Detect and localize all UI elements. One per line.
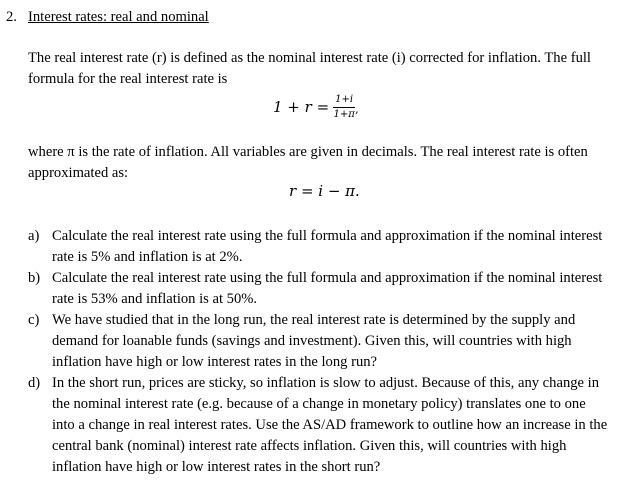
question-label: d) — [28, 375, 41, 391]
question-text: We have studied that in the long run, the real interest rate is determined by the supply and demand for loanable funds (savings and investment). Given this, will countries with high inflation have high or low interest rates in the long run? — [52, 312, 576, 370]
question-list — [28, 226, 608, 478]
approx-formula-text: r = i − π. — [289, 182, 360, 200]
formula-lhs: 1 + r = — [273, 98, 330, 116]
question-item-a — [28, 226, 608, 268]
formula-numerator: 1+i — [333, 94, 355, 108]
section-heading — [6, 8, 209, 26]
question-label: b) — [28, 270, 41, 286]
formula-denominator: 1+π — [333, 108, 355, 120]
full-formula — [273, 90, 359, 124]
question-item-d — [28, 373, 608, 478]
section-title: Interest rates: real and nominal — [28, 9, 209, 25]
section-number: 2. — [6, 9, 17, 25]
approx-formula — [289, 182, 360, 200]
middle-paragraph: where π is the rate of inflation. All variables are given in decimals. The real interest rate is often approximated as: — [28, 144, 588, 181]
formula-trail: , — [355, 103, 359, 116]
formula-fraction — [333, 94, 355, 121]
question-item-b — [28, 268, 608, 310]
question-text: Calculate the real interest rate using the full formula and approximation if the nominal interest rate is 53% and inflation is at 50%. — [52, 270, 603, 307]
question-label: a) — [28, 228, 40, 244]
question-text: In the short run, prices are sticky, so inflation is slow to adjust. Because of this, any change in the nominal interest rate (e.g. because of a change in monetary policy) translates one to one into a change in real interest rates. Use the AS/AD framework to outline how an increase in the central bank (nominal) interest rate affects inflation. Given this, will countries with high inflation have high or low interest rates in the short run? — [52, 375, 608, 475]
question-text: Calculate the real interest rate using the full formula and approximation if the nominal interest rate is 5% and inflation is at 2%. — [52, 228, 603, 265]
intro-paragraph: The real interest rate (r) is defined as the nominal interest rate (i) corrected for inflation. The full formula for the real interest rate is — [28, 50, 591, 87]
question-label: c) — [28, 312, 40, 328]
question-item-c — [28, 310, 608, 373]
